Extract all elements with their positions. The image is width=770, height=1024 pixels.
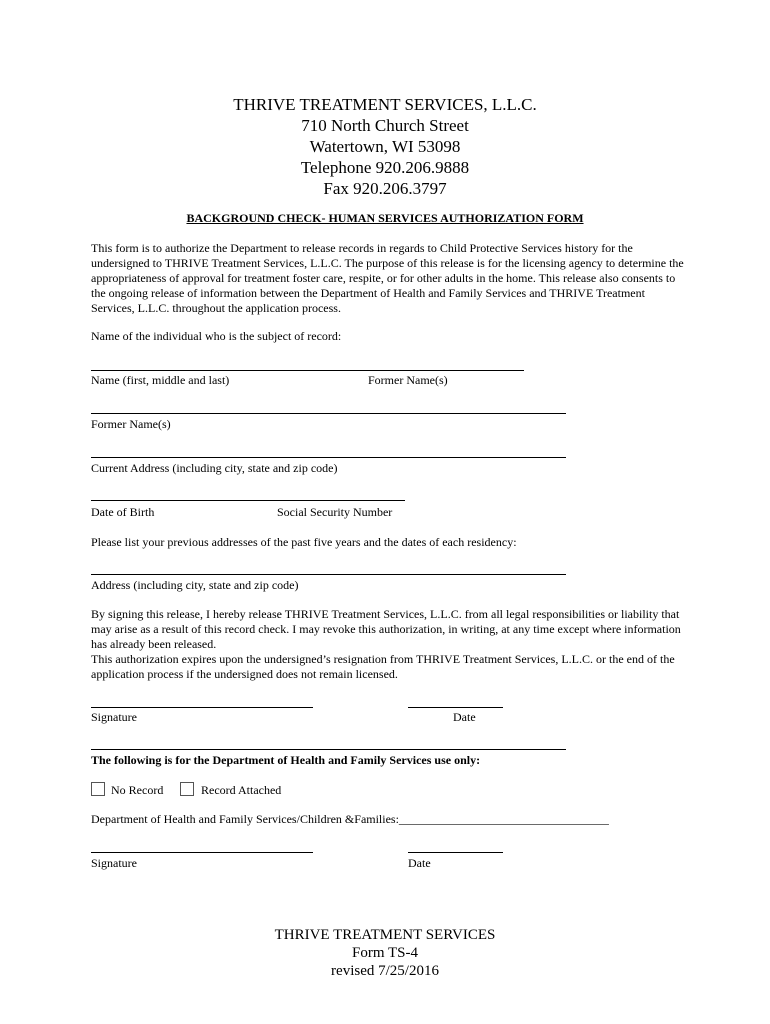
date-line-2[interactable] bbox=[408, 852, 503, 853]
signature-line-1[interactable] bbox=[91, 707, 313, 708]
former-name-label: Former Name(s) bbox=[91, 417, 171, 431]
company-street: 710 North Church Street bbox=[301, 116, 469, 135]
date-line-1[interactable] bbox=[408, 707, 503, 708]
signature-label-2: Signature bbox=[91, 856, 137, 870]
former-name-label-inline: Former Name(s) bbox=[368, 373, 448, 387]
ssn-label: Social Security Number bbox=[277, 505, 393, 519]
dob-ssn-line[interactable] bbox=[91, 500, 405, 501]
company-name: THRIVE TREATMENT SERVICES, L.L.C. bbox=[233, 95, 537, 114]
name-label: Name (first, middle and last) bbox=[91, 373, 230, 387]
record-attached-label: Record Attached bbox=[201, 783, 282, 797]
form-title: BACKGROUND CHECK- HUMAN SERVICES AUTHORIZATION FORM bbox=[186, 211, 584, 225]
release-text: By signing this release, I hereby release THRIVE Treatment Services, L.L.C. from all legal responsibilities or liability that may arise as a result of this record check. I may revoke this authorization, in writing, at any time except where information has already been released. bbox=[91, 607, 681, 651]
company-fax: Fax 920.206.3797 bbox=[323, 179, 447, 198]
signature-label-1: Signature bbox=[91, 710, 137, 724]
name-line[interactable] bbox=[91, 370, 524, 371]
company-header bbox=[0, 94, 770, 199]
expiry-text: This authorization expires upon the undersigned’s resignation from THRIVE Treatment Services, L.L.C. or the end of the application process if the undersigned does not remain licensed. bbox=[91, 652, 675, 681]
former-name-line[interactable] bbox=[91, 413, 566, 414]
no-record-checkbox[interactable] bbox=[91, 782, 105, 796]
signature-line-2[interactable] bbox=[91, 852, 313, 853]
current-address-line[interactable] bbox=[91, 457, 566, 458]
form-footer bbox=[0, 926, 770, 980]
dob-label: Date of Birth bbox=[91, 505, 155, 519]
dept-only-heading: The following is for the Department of Health and Family Services use only: bbox=[91, 753, 481, 767]
intro-paragraph: This form is to authorize the Department to release records in regards to Child Protective Services history for the undersigned to THRIVE Treatment Services, L.L.C. The purpose of this release is for the licensing agency to determine the appropriateness of approval for treatment foster care, respite, or for other adults in the home. This release also consents to the ongoing release of information between the Department of Health and Family Services and THRIVE Treatment Services, L.L.C. throughout the application process. bbox=[91, 241, 684, 315]
date-label-2: Date bbox=[408, 856, 431, 870]
previous-addresses-prompt: Please list your previous addresses of the past five years and the dates of each residency: bbox=[91, 535, 517, 549]
date-label-1: Date bbox=[453, 710, 476, 724]
no-record-label: No Record bbox=[111, 783, 164, 797]
company-city: Watertown, WI 53098 bbox=[309, 137, 461, 156]
footer-revised: revised 7/25/2016 bbox=[331, 963, 439, 979]
dept-line-label[interactable]: Department of Health and Family Services/Children &Families:___________________________________ bbox=[91, 812, 609, 826]
footer-company: THRIVE TREATMENT SERVICES bbox=[274, 927, 496, 943]
company-telephone: Telephone 920.206.9888 bbox=[300, 158, 470, 177]
current-address-label: Current Address (including city, state and zip code) bbox=[91, 461, 338, 475]
release-paragraph bbox=[91, 607, 691, 682]
dept-separator-line bbox=[91, 749, 566, 750]
record-attached-checkbox[interactable] bbox=[180, 782, 194, 796]
subject-prompt: Name of the individual who is the subject of record: bbox=[91, 329, 342, 343]
address-label: Address (including city, state and zip code) bbox=[91, 578, 299, 592]
previous-address-line[interactable] bbox=[91, 574, 566, 575]
footer-form-id: Form TS-4 bbox=[352, 945, 418, 961]
